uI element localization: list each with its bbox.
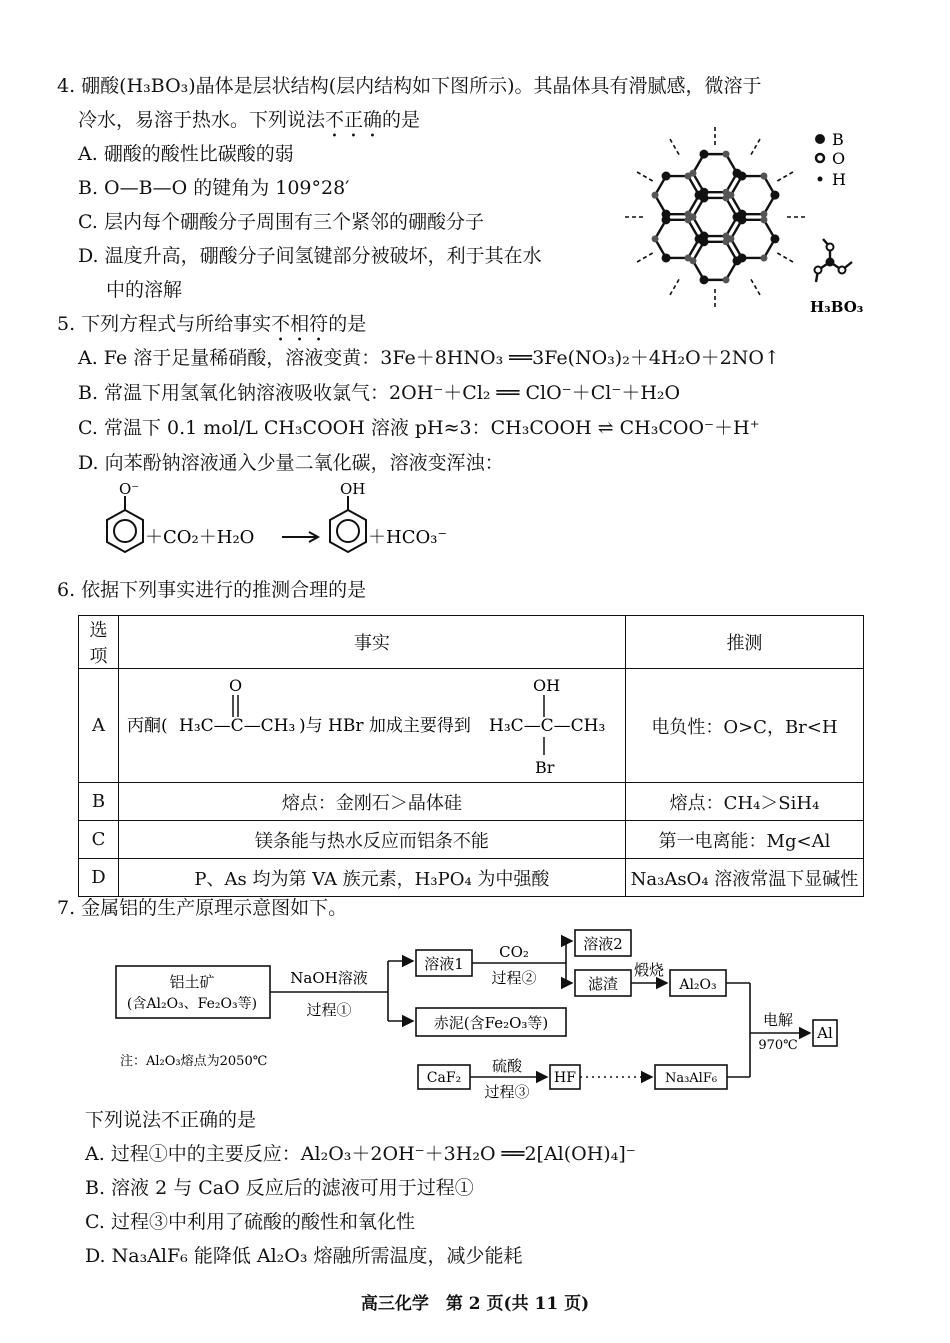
al-label: Al <box>817 1024 833 1042</box>
temperature-label: 970℃ <box>758 1038 798 1053</box>
melting-point-note: 注：Al₂O₃熔点为2050℃ <box>120 1054 268 1069</box>
product-formula: H₃C—C—CH₃ <box>488 716 606 736</box>
table-row <box>79 783 864 821</box>
page-footer: 高三化学 第 2 页(共 11 页) <box>360 1294 590 1314</box>
row-fact: 熔点：金刚石＞晶体硅 <box>118 783 625 821</box>
fact-middle: )与 HBr 加成主要得到 <box>298 716 471 736</box>
q4-option-d-line2: 中的溶解 <box>106 279 183 301</box>
eq-products: ＋HCO₃⁻ <box>368 527 447 548</box>
legend-b: B <box>832 130 844 149</box>
ore-label: 铝土矿 <box>169 973 215 991</box>
acetone-o: O <box>228 676 243 695</box>
acetone-formula: H₃C—C—CH₃ <box>178 716 296 736</box>
legend-o-atom-icon <box>816 154 824 162</box>
row-option: D <box>79 859 119 897</box>
q6-table <box>78 615 864 897</box>
header-guess: 推测 <box>625 616 863 669</box>
legend-h-atom-icon <box>818 177 823 182</box>
table-row <box>79 859 864 897</box>
q4-option-d-line1: D. 温度升高，硼酸分子间氢键部分被破坏，利于其在水 <box>78 245 542 267</box>
q4-stem-line2: 冷水，易溶于热水。下列说法不正确的是 <box>78 109 421 131</box>
phenoxide-o: O⁻ <box>119 480 140 498</box>
q7-option-a: A. 过程①中的主要反应：Al₂O₃＋2OH⁻＋3H₂O ══2[Al(OH)₄]⁻ <box>85 1143 636 1165</box>
process3-label: 过程③ <box>484 1083 530 1101</box>
sulfuric-acid-label: 硫酸 <box>491 1057 523 1075</box>
co2-label: CO₂ <box>499 943 529 961</box>
ore-composition: (含Al₂O₃、Fe₂O₃等) <box>126 996 258 1012</box>
q5-option-d: D. 向苯酚钠溶液通入少量二氧化碳，溶液变浑浊： <box>78 452 504 474</box>
q6-stem: 6. 依据下列事实进行的推测合理的是 <box>57 579 367 601</box>
header-option: 选项 <box>79 616 119 669</box>
product-oh: OH <box>532 676 560 695</box>
q7-option-c: C. 过程③中利用了硫酸的酸性和氧化性 <box>85 1211 415 1233</box>
phenol-oh: OH <box>340 480 366 498</box>
hf-label: HF <box>554 1070 576 1086</box>
legend-b-atom-icon <box>815 134 825 144</box>
legend-h: H <box>832 170 846 189</box>
row-fact: P、As 均为第 VA 族元素，H₃PO₄ 为中强酸 <box>118 859 625 897</box>
phenoxide-equation <box>95 480 495 570</box>
row-guess: 电负性：O>C，Br<H <box>625 669 863 783</box>
row-option: A <box>79 669 119 783</box>
q4-option-a: A. 硼酸的酸性比碳酸的弱 <box>78 143 294 165</box>
row-option: C <box>79 821 119 859</box>
product-br: Br <box>534 758 555 777</box>
na3alf6-label: Na₃AlF₆ <box>664 1071 718 1086</box>
electrolysis-label: 电解 <box>762 1011 794 1029</box>
q7-ask: 下列说法不正确的是 <box>85 1109 257 1131</box>
eq-reactants: ＋CO₂＋H₂O <box>145 527 255 548</box>
calcine-label: 煅烧 <box>633 961 665 979</box>
q4-option-c: C. 层内每个硼酸分子周围有三个紧邻的硼酸分子 <box>78 211 484 233</box>
q7-option-b: B. 溶液 2 与 CaO 反应后的滤液可用于过程① <box>85 1177 474 1199</box>
process1-label: 过程① <box>306 1001 352 1019</box>
aluminum-production-flowchart <box>100 925 850 1105</box>
table-row <box>79 669 864 783</box>
header-fact: 事实 <box>118 616 625 669</box>
q7-stem: 7. 金属铝的生产原理示意图如下。 <box>57 897 348 919</box>
q4-stem-line1: 4. 硼酸(H₃BO₃)晶体是层状结构(层内结构如下图所示)。其晶体具有滑腻感，微溶于 <box>57 75 762 97</box>
boric-acid-layer-figure <box>620 112 900 322</box>
q5-stem: 5. 下列方程式与所给事实不相符的是 <box>57 313 367 335</box>
red-mud-label: 赤泥(含Fe₂O₃等) <box>433 1014 549 1032</box>
q4-option-b: B. O—B—O 的键角为 109°28′ <box>78 177 350 199</box>
q7-option-d: D. Na₃AlF₆ 能降低 Al₂O₃ 熔融所需温度，减少能耗 <box>85 1245 523 1267</box>
row-guess: 熔点：CH₄＞SiH₄ <box>625 783 863 821</box>
naoh-label: NaOH溶液 <box>290 969 368 987</box>
emphasis-not-correct: 不正确 <box>325 109 383 131</box>
emphasis-not-match: 不相符 <box>271 313 329 335</box>
solution1-label: 溶液1 <box>424 955 464 973</box>
process2-label: 过程② <box>491 969 537 987</box>
table-row <box>79 821 864 859</box>
acetone-addition-fact <box>119 669 624 777</box>
al2o3-label: Al₂O₃ <box>679 977 717 993</box>
table-header-row <box>79 616 864 669</box>
h3bo3-label: H₃BO₃ <box>810 298 864 316</box>
caf2-label: CaF₂ <box>426 1070 462 1086</box>
q5-option-c: C. 常温下 0.1 mol/L CH₃COOH 溶液 pH≈3：CH₃COOH ⇌ CH₃COO⁻＋H⁺ <box>78 417 760 439</box>
row-fact: 镁条能与热水反应而铝条不能 <box>118 821 625 859</box>
row-guess: Na₃AsO₄ 溶液常温下显碱性 <box>625 859 863 897</box>
row-fact <box>118 669 625 783</box>
legend-o: O <box>832 149 846 168</box>
row-option: B <box>79 783 119 821</box>
residue-label: 滤渣 <box>587 975 619 993</box>
svg-text:丙酮(: 丙酮( <box>126 716 168 736</box>
q5-option-a: A. Fe 溶于足量稀硝酸，溶液变黄：3Fe＋8HNO₃ ══3Fe(NO₃)₂＋4H₂O＋2NO↑ <box>78 347 780 369</box>
benzene-ring-icon <box>107 510 143 552</box>
solution2-label: 溶液2 <box>583 935 623 953</box>
q5-option-b: B. 常温下用氢氧化钠溶液吸收氯气：2OH⁻＋Cl₂ ══ ClO⁻＋Cl⁻＋H₂O <box>78 382 681 404</box>
row-guess: 第一电离能：Mg<Al <box>625 821 863 859</box>
